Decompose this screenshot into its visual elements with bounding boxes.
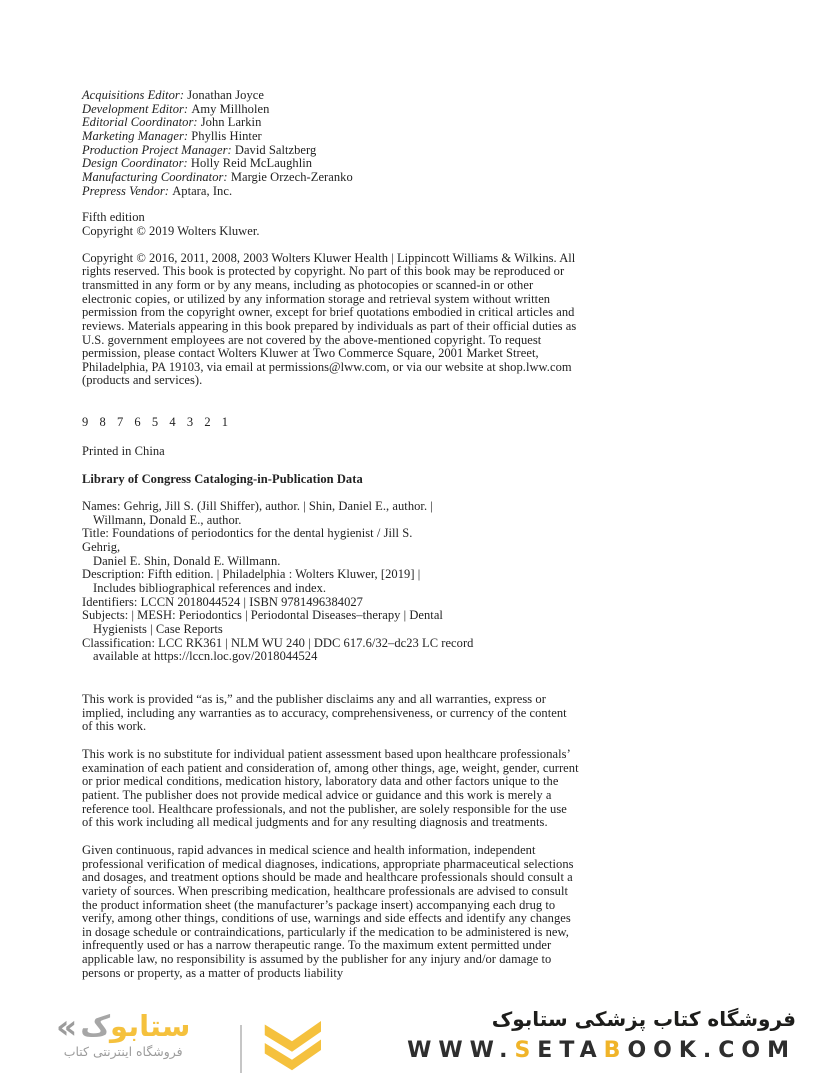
credit-line: Acquisitions Editor: Jonathan Joyce [82, 88, 264, 102]
cip-line: Willmann, Donald E., author. [93, 512, 242, 527]
cip-line: Hygienists | Case Reports [93, 622, 223, 636]
credit-line: Production Project Manager: David Saltzberg [82, 142, 317, 157]
setabook-wordmark [56, 1007, 191, 1046]
credit-line: Editorial Coordinator: John Larkin [82, 115, 262, 130]
logo-divider [240, 1025, 242, 1073]
cip-data-block [82, 500, 580, 664]
printed-in-line: Printed in China [82, 443, 165, 458]
wordmark-gray-part: ک [80, 1009, 111, 1043]
credit-line: Manufacturing Coordinator: Margie Orzech-Zeranko [82, 169, 353, 184]
disclaimer-paragraph: Given continuous, rapid advances in medical science and health information, independent professional verification of medical diagnoses, indications, appropriate pharmaceutical selections and dosages, and treatment options should be made and healthcare professionals should consult a variety of sources. When prescribing medication, healthcare professionals are advised to consult the product information sheet (the manufacturer’s package insert) accompanying each drug to verify, among other things, conditions of use, warnings and side effects and identify any changes in dosage schedule or contraindications, particularly if the medication to be administered is new, infrequently used or has a narrow therapeutic range. To the maximum extent permitted under applicable law, no responsibility is assumed by the publisher for any injury and/or damage to persons or property, as a matter of products liability [82, 842, 574, 980]
store-url-segment: S [514, 1038, 538, 1063]
page-text-block [82, 0, 580, 980]
cip-line: Classification: LCC RK361 | NLM WU 240 | DDC 617.6/32–dc23 LC record [82, 635, 474, 650]
disclaimer-block [82, 693, 580, 980]
store-title: فروشگاه کتاب پزشکی ستابوک [491, 1007, 796, 1031]
cip-line: Identifiers: LCCN 2018044524 | ISBN 9781496384027 [82, 594, 363, 609]
credit-line: Marketing Manager: Phyllis Hinter [82, 128, 262, 143]
disclaimer-paragraph: This work is provided “as is,” and the publisher disclaims any and all warranties, express or implied, including any warranties as to accuracy, comprehensiveness, or currency of the content of this work. [82, 691, 567, 734]
credit-line: Design Coordinator: Holly Reid McLaughlin [82, 156, 313, 171]
cip-line: Names: Gehrig, Jill S. (Jill Shiffer), author. | Shin, Daniel E., author. | [82, 499, 433, 514]
edition-block [82, 211, 580, 238]
store-url-segment: B [603, 1038, 628, 1063]
double-chevron-icon: « [56, 1007, 78, 1046]
copyright-line: Copyright © 2019 Wolters Kluwer. [82, 223, 260, 238]
store-url-segment: WWW. [407, 1038, 515, 1063]
banner-store-info [407, 1007, 796, 1063]
wordmark-text [80, 1010, 190, 1042]
store-url-segment: ETA [537, 1038, 604, 1063]
setabook-emblem-icon [254, 1014, 330, 1072]
cip-line: Daniel E. Shin, Donald E. Willmann. [93, 553, 281, 568]
credits-list [82, 89, 580, 198]
printing-numbers-line: 9 8 7 6 5 4 3 2 1 [82, 415, 229, 430]
cip-line: Description: Fifth edition. | Philadelphia : Wolters Kluwer, [2019] | [82, 567, 421, 582]
setabook-watermark-banner [0, 1005, 832, 1080]
cip-line: Subjects: | MESH: Periodontics | Periodontal Diseases–therapy | Dental [82, 608, 443, 623]
cip-heading: Library of Congress Cataloging-in-Publication Data [82, 472, 363, 487]
cip-line: available at https://lccn.loc.gov/2018044524 [93, 649, 318, 664]
wordmark-yellow-part: ستابو [110, 1009, 191, 1043]
credit-line: Development Editor: Amy Millholen [82, 101, 270, 116]
cip-line: Title: Foundations of periodontics for the dental hygienist / Jill S. [82, 526, 413, 541]
cip-line: Includes bibliographical references and index. [93, 581, 327, 596]
credit-line: Prepress Vendor: Aptara, Inc. [82, 183, 233, 198]
edition-line: Fifth edition [82, 210, 145, 225]
setabook-logo [56, 1007, 191, 1059]
cip-line: Gehrig, [82, 540, 121, 555]
logo-tagline: فروشگاه اینترنتی کتاب [63, 1044, 183, 1059]
copyright-paragraph: Copyright © 2016, 2011, 2008, 2003 Wolters Kluwer Health | Lippincott Williams & Wilkins. All rights reserved. This book is protected by copyright. No part of this book may be reproduced or transmitted in any form or by any means, including as photocopies or scanned-in or other electronic copies, or utilized by any information storage and retrieval system without written permission from the copyright owner, except for brief quotations embodied in critical articles and reviews. Materials appearing in this book prepared by individuals as part of their official duties as U.S. government employees are not covered by the above-mentioned copyright. To request permission, please contact Wolters Kluwer at Two Commerce Square, 2001 Market Street, Philadelphia, PA 19103, via email at permissions@lww.com, or via our website at shop.lww.com (products and services). [82, 250, 577, 388]
store-url-segment: OOK.COM [627, 1038, 796, 1063]
store-url [407, 1039, 796, 1063]
disclaimer-paragraph: This work is no substitute for individual patient assessment based upon healthcare professionals’ examination of each patient and consideration of, among other things, age, weight, gender, current or prior medical conditions, medication history, laboratory data and other factors unique to the patient. The publisher does not provide medical advice or guidance and this work is merely a reference tool. Healthcare professionals, and not the publisher, are solely responsible for the use of this work including all medical judgments and for any resulting diagnosis and treatments. [82, 746, 579, 830]
